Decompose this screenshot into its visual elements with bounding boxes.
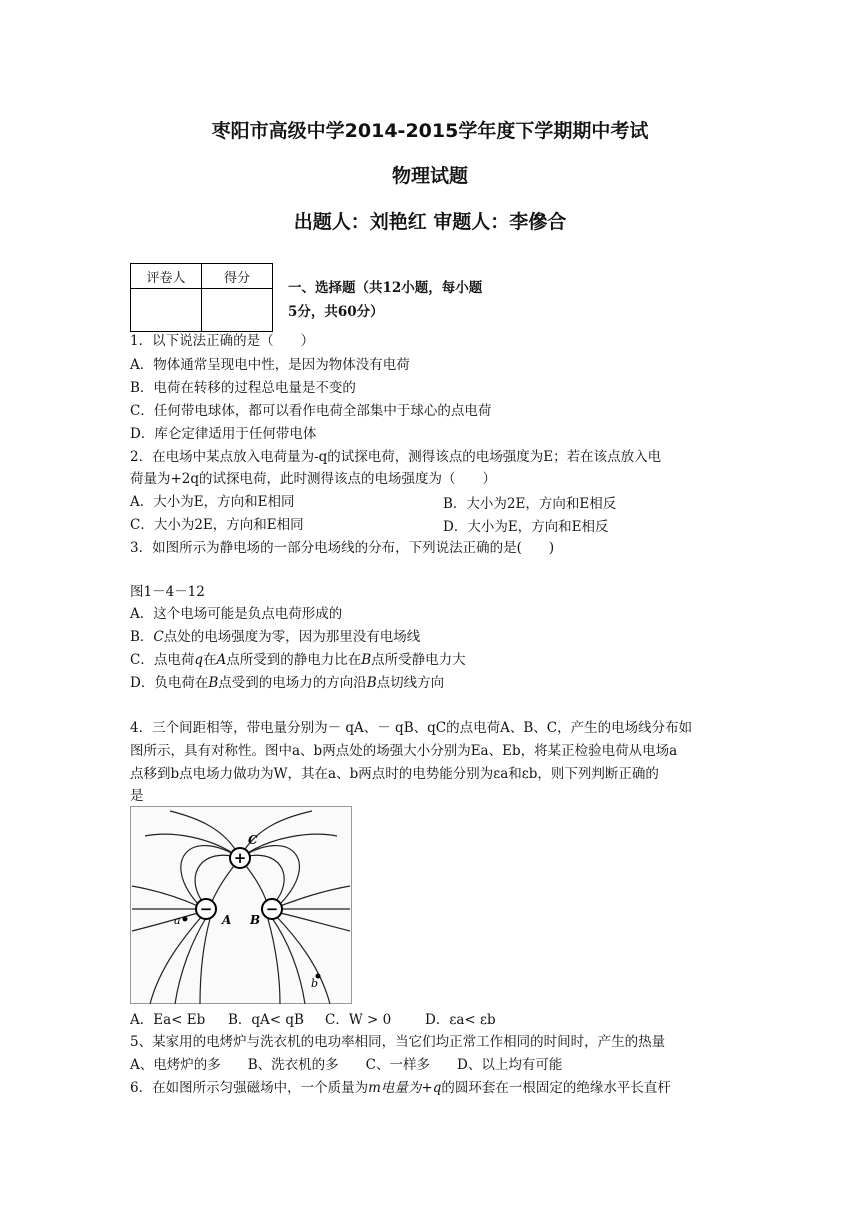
label-a: A — [222, 913, 232, 927]
label-c: C — [248, 833, 258, 847]
grader-header: 评卷人 — [131, 264, 202, 289]
point-b-label: b — [311, 977, 319, 990]
q1-option-c: C．任何带电球体，都可以看作电荷全部集中于球心的点电荷 — [130, 403, 492, 419]
q4-option-c: C．W > 0 — [325, 1012, 392, 1028]
label-b: B — [250, 913, 261, 927]
section-heading-line1: 一、选择题（共12小题，每小题 — [288, 280, 483, 296]
score-header: 得分 — [202, 264, 273, 289]
score-cell[interactable] — [202, 289, 273, 332]
q3-option-d: D．负电荷在B点受到的电场力的方向沿B点切线方向 — [130, 675, 445, 691]
section-heading-line2: 5分，共60分） — [288, 304, 384, 320]
field-lines-figure — [130, 806, 352, 1004]
q4-stem-line1: 4．三个间距相等，带电量分别为－ qA、－ qB、qC的点电荷A、B、C，产生的电场线分布如 — [130, 720, 693, 736]
q2-option-c: C．大小为2E，方向和E相同 — [130, 517, 304, 533]
q2-option-b: B．大小为2E，方向和E相反 — [443, 496, 617, 512]
q2-option-d: D．大小为E，方向和E相反 — [443, 519, 609, 535]
q1-stem: 1．以下说法正确的是（ ） — [130, 333, 315, 349]
q3-option-b: B．C点处的电场强度为零，因为那里没有电场线 — [130, 629, 421, 645]
q4-option-d: D．εa< εb — [425, 1012, 496, 1028]
q3-option-c: C．点电荷q在A点所受到的静电力比在B点所受静电力大 — [130, 652, 466, 668]
grading-table — [130, 263, 273, 332]
q4-option-a: A．Ea< Eb — [130, 1012, 206, 1028]
q6-stem: 6．在如图所示匀强磁场中，一个质量为m电量为+q的圆环套在一根固定的绝缘水平长直杆 — [130, 1080, 671, 1096]
q4-stem-line2: 图所示，具有对称性。图中a、b两点处的场强大小分别为Ea、Eb，将某正检验电荷从电场a — [130, 743, 678, 759]
point-a-label: a — [174, 914, 181, 927]
charge-b-sign: − — [265, 900, 279, 918]
q2-stem-line2: 荷量为+2q的试探电荷，此时测得该点的电场强度为（ ） — [130, 471, 497, 487]
q1-option-d: D．库仑定律适用于任何带电体 — [130, 426, 317, 442]
q2-stem-line1: 2．在电场中某点放入电荷量为-q的试探电荷，测得该点的电场强度为E；若在该点放入电 — [130, 449, 662, 465]
q2-option-a: A．大小为E，方向和E相同 — [130, 494, 295, 510]
q3-figure-label: 图1－4－12 — [130, 584, 205, 600]
authors-line: 出题人：刘艳红 审题人：李傪合 — [293, 211, 567, 233]
q4-stem-line4: 是 — [130, 788, 144, 804]
school-title: 枣阳市高级中学2014-2015学年度下学期期中考试 — [211, 120, 649, 142]
q1-option-b: B．电荷在转移的过程总电量是不变的 — [130, 380, 356, 396]
q1-option-a: A．物体通常呈现电中性，是因为物体没有电荷 — [130, 357, 410, 373]
grader-cell[interactable] — [131, 289, 202, 332]
subject-title: 物理试题 — [391, 165, 468, 187]
charge-c-sign: + — [233, 849, 247, 867]
q3-option-a: A．这个电场可能是负点电荷形成的 — [130, 606, 343, 622]
q4-option-b: B．qA< qB — [228, 1012, 304, 1028]
q5-options: A、电烤炉的多 B、洗衣机的多 C、一样多 D、以上均有可能 — [130, 1057, 563, 1073]
q5-stem: 5、某家用的电烤炉与洗衣机的电功率相同，当它们均正常工作相同的时间时，产生的热量 — [130, 1034, 666, 1050]
charge-a-sign: − — [199, 900, 213, 918]
q3-stem: 3．如图所示为静电场的一部分电场线的分布，下列说法正确的是( ) — [130, 540, 555, 556]
q4-stem-line3: 点移到b点电场力做功为W，其在a、b两点时的电势能分别为εa和εb，则下列判断正确的 — [130, 766, 659, 782]
